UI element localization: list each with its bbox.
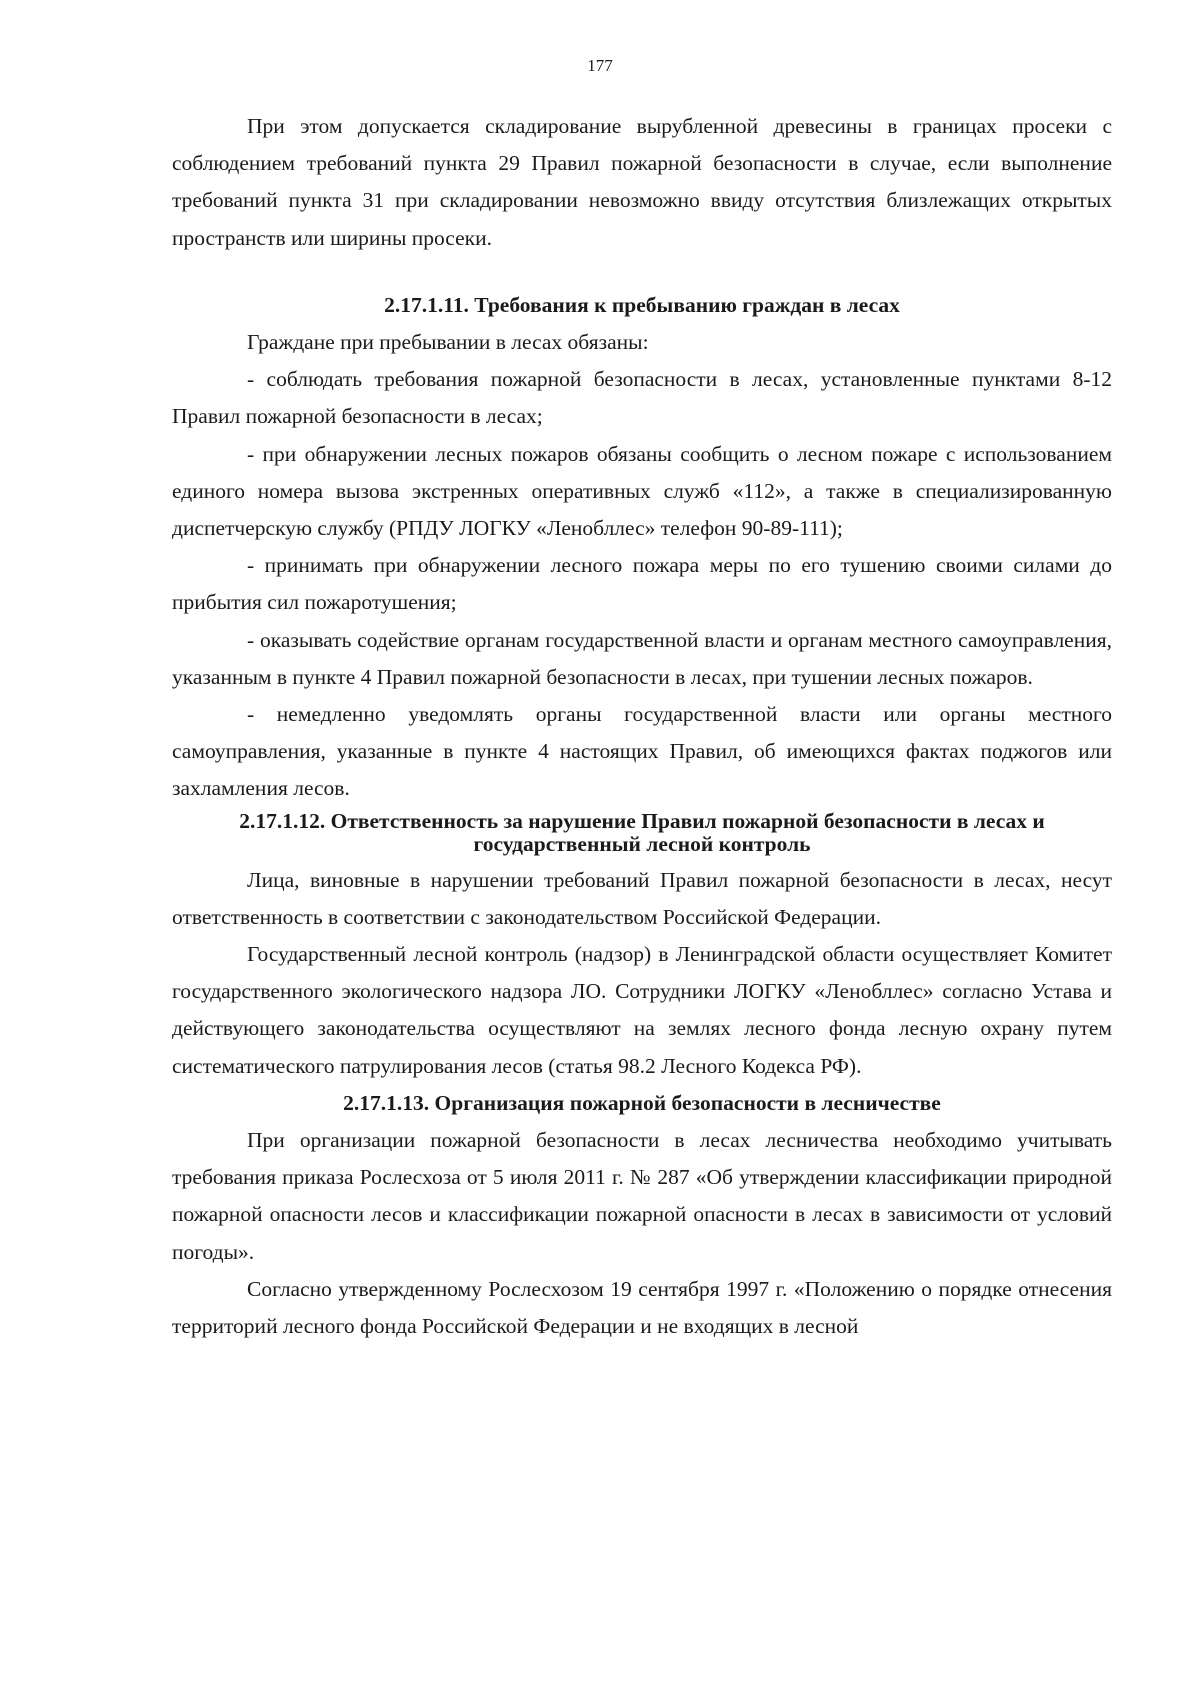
- section-12-heading-line1: 2.17.1.12. Ответственность за нарушение Правил пожарной безопасности в лесах и: [239, 808, 1045, 833]
- section-11-paragraph: - немедленно уведомлять органы государственной власти или органы местного самоуправления, указанные в пункте 4 настоящих Правил, об имеющихся фактах поджогов или захламления лесов.: [172, 702, 1112, 801]
- page-number: 177: [587, 56, 613, 75]
- section-11-paragraph: Граждане при пребывании в лесах обязаны:: [247, 330, 649, 355]
- section-12-heading-line2: государственный лесной контроль: [473, 831, 811, 856]
- section-12-paragraph: Государственный лесной контроль (надзор) в Ленинградской области осуществляет Комитет государственного экологического надзора ЛО. Сотрудники ЛОГКУ «Ленобллес» согласно Устава и действующего законодательства осуществляют на землях лесного фонда лесную охрану путем систематического патрулирования лесов (статья 98.2 Лесного Кодекса РФ).: [172, 942, 1112, 1078]
- section-13-paragraph: При организации пожарной безопасности в лесах лесничества необходимо учитывать требования приказа Рослесхоза от 5 июля 2011 г. № 287 «Об утверждении классификации природной пожарной опасности лесов и классификации пожарной опасности в лесах в зависимости от условий погоды».: [172, 1128, 1112, 1264]
- section-13-paragraph: Согласно утвержденному Рослесхозом 19 сентября 1997 г. «Положению о порядке отнесения территорий лесного фонда Российской Федерации и не входящих в лесной: [172, 1276, 1112, 1339]
- section-11-paragraph: - принимать при обнаружении лесного пожара меры по его тушению своими силами до прибытия сил пожаротушения;: [172, 553, 1112, 615]
- section-11-paragraph: - оказывать содействие органам государственной власти и органам местного самоуправления, указанным в пункте 4 Правил пожарной безопасности в лесах, при тушении лесных пожаров.: [172, 627, 1112, 689]
- page-content: [172, 108, 1112, 1345]
- section-heading-2-17-1-13: 2.17.1.13. Организация пожарной безопасности в лесничестве: [343, 1090, 941, 1115]
- intro-paragraph: При этом допускается складирование вырубленной древесины в границах просеки с соблюдением требований пункта 29 Правил пожарной безопасности в случае, если выполнение требований пункта 31 при складировании невозможно ввиду отсутствия близлежащих открытых пространств или ширины просеки.: [172, 114, 1112, 250]
- section-12-paragraph: Лица, виновные в нарушении требований Правил пожарной безопасности в лесах, несут ответственность в соответствии с законодательством Российской Федерации.: [172, 867, 1112, 929]
- section-11-paragraph: - при обнаружении лесных пожаров обязаны сообщить о лесном пожаре с использованием единого номера вызова экстренных оперативных служб «112», а также в специализированную диспетчерскую службу (РПДУ ЛОГКУ «Ленобллес» телефон 90-89-111);: [172, 441, 1112, 541]
- section-heading-2-17-1-12: [172, 810, 1112, 856]
- spacer: [172, 257, 1112, 287]
- section-11-paragraph: - соблюдать требования пожарной безопасности в лесах, установленные пунктами 8-12 Правил пожарной безопасности в лесах;: [172, 367, 1112, 429]
- section-heading-2-17-1-11: 2.17.1.11. Требования к пребыванию граждан в лесах: [384, 292, 900, 317]
